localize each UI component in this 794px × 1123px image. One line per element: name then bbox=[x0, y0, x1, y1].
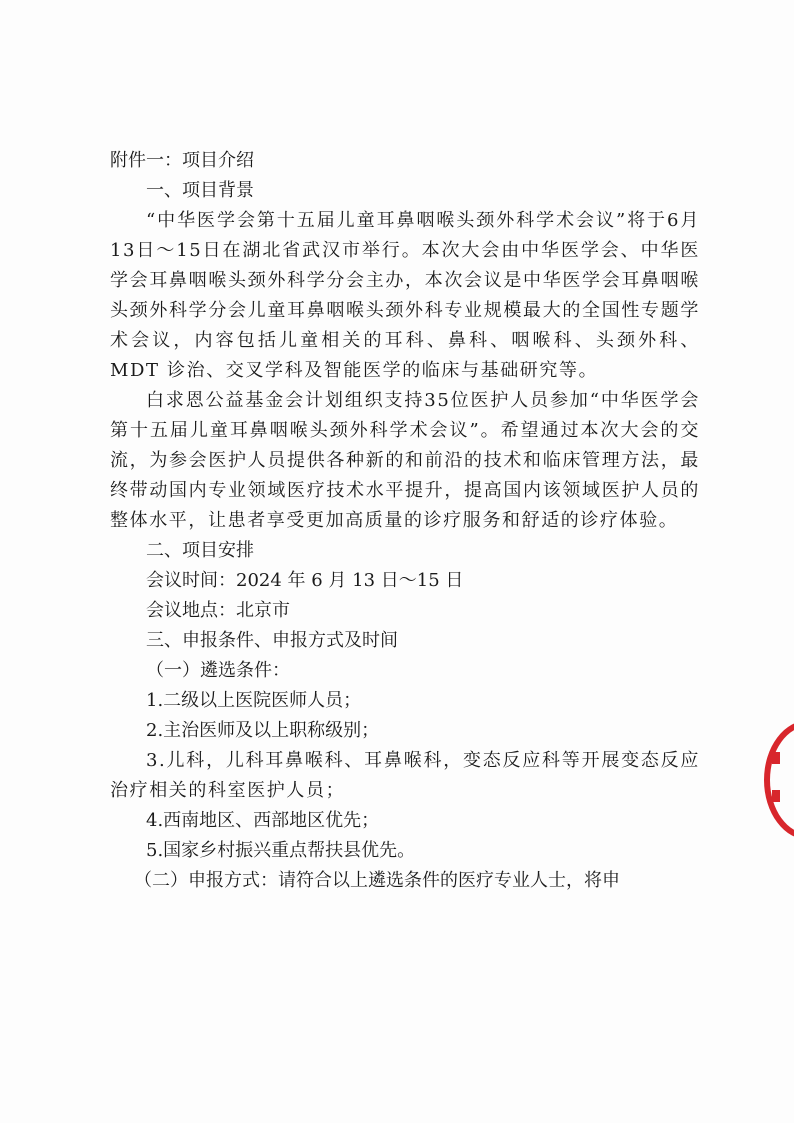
background-paragraph-1: “中华医学会第十五届儿童耳鼻咽喉头颈外科学术会议”将于6月13日～15日在湖北省武汉市举行。本次大会由中华医学会、中华医学会耳鼻咽喉头颈外科学分会主办，本次会议是中华医学会耳鼻咽喉头颈外科学分会儿童耳鼻咽喉头颈外科专业规模最大的全国性专题学术会议，内容包括儿童相关的耳科、鼻科、咽喉科、头颈外科、MDT 诊治、交叉学科及智能医学的临床与基础研究等。 bbox=[110, 210, 700, 381]
meeting-place: 会议地点：北京市 bbox=[146, 600, 290, 621]
seal-mark-icon bbox=[772, 752, 780, 764]
section-3-title: 三、申报条件、申报方式及时间 bbox=[146, 630, 398, 651]
section-2-title: 二、项目安排 bbox=[146, 540, 254, 561]
background-paragraph-2: 白求恩公益基金会计划组织支持35位医护人员参加“中华医学会第十五届儿童耳鼻咽喉头颈外科学术会议”。希望通过本次大会的交流，为参会医护人员提供各种新的和前沿的技术和临床管理方法，最终带动国内专业领域医疗技术水平提升，提高国内该领域医护人员的整体水平，让患者享受更加高质量的诊疗服务和舒适的诊疗体验。 bbox=[110, 390, 700, 531]
meeting-time: 会议时间：2024 年 6 月 13 日～15 日 bbox=[146, 570, 464, 591]
condition-item: 1.二级以上医院医师人员； bbox=[146, 690, 362, 711]
condition-item: 2.主治医师及以上职称级别； bbox=[146, 720, 380, 741]
official-seal-icon bbox=[764, 720, 794, 840]
condition-item: 4.西南地区、西部地区优先； bbox=[146, 810, 380, 831]
document-body bbox=[110, 146, 700, 896]
seal-mark-icon bbox=[772, 790, 780, 802]
condition-item: 3.儿科，儿科耳鼻喉科、耳鼻喉科，变态反应科等开展变态反应治疗相关的科室医护人员； bbox=[110, 750, 700, 801]
condition-item: 5.国家乡村振兴重点帮扶县优先。 bbox=[146, 840, 416, 861]
section-1-title: 一、项目背景 bbox=[146, 180, 254, 201]
selection-criteria-title: （一）遴选条件： bbox=[146, 660, 290, 681]
attachment-heading: 附件一：项目介绍 bbox=[110, 150, 254, 171]
application-method: （二）申报方式：请符合以上遴选条件的医疗专业人士，将申 bbox=[134, 870, 620, 891]
